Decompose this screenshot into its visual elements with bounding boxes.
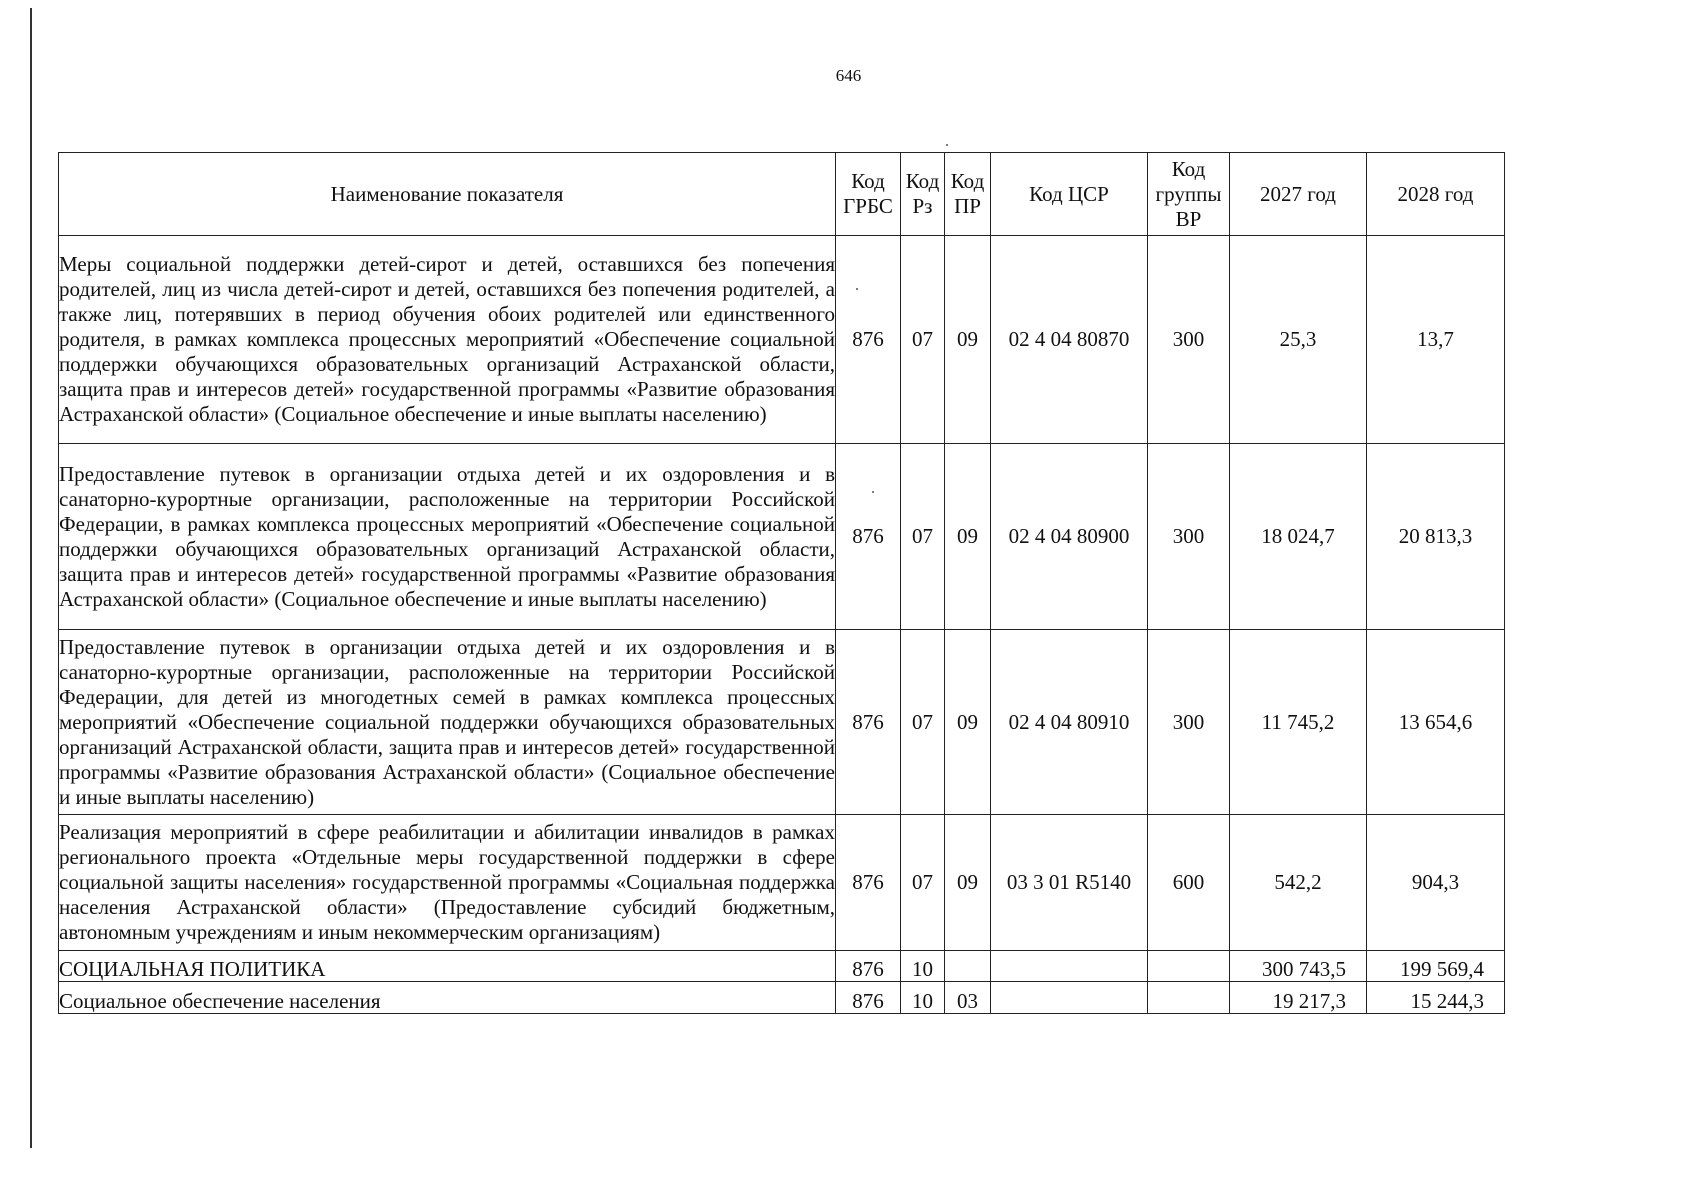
- row-pr: 09: [945, 815, 991, 951]
- row-amount-2027: 542,2: [1230, 815, 1367, 951]
- row-pr: 09: [945, 444, 991, 630]
- row-rz: 07: [901, 444, 945, 630]
- row-amount-2028: 15 244,3: [1367, 982, 1505, 1014]
- row-csr: [991, 982, 1148, 1014]
- row-rz: 07: [901, 630, 945, 815]
- table-row-section: [59, 982, 1505, 1014]
- row-pr: 09: [945, 630, 991, 815]
- row-vr: 300: [1148, 236, 1230, 444]
- row-name: Реализация мероприятий в сфере реабилитации и абилитации инвалидов в рамках регионального проекта «Отдельные меры государственной поддержки в сфере социальной защиты населения» государственной программы «Социальная поддержка населения Астраханской области» (Предоставление субсидий бюджетным, автономным учреждениям и иным некоммерческим организациям): [59, 815, 836, 951]
- row-rz: 10: [901, 982, 945, 1014]
- row-csr: 02 4 04 80910: [991, 630, 1148, 815]
- row-rz: 07: [901, 236, 945, 444]
- row-amount-2028: 904,3: [1367, 815, 1505, 951]
- row-amount-2028: 13,7: [1367, 236, 1505, 444]
- table-row: [59, 236, 1505, 444]
- row-amount-2028: 20 813,3: [1367, 444, 1505, 630]
- row-vr: [1148, 982, 1230, 1014]
- row-vr: 300: [1148, 444, 1230, 630]
- row-amount-2027: 25,3: [1230, 236, 1367, 444]
- row-name: СОЦИАЛЬНАЯ ПОЛИТИКА: [59, 951, 836, 982]
- row-rz: 07: [901, 815, 945, 951]
- row-grbs: 876: [836, 815, 901, 951]
- row-csr: 02 4 04 80870: [991, 236, 1148, 444]
- row-vr: 600: [1148, 815, 1230, 951]
- row-grbs: 876: [836, 982, 901, 1014]
- row-amount-2027: 19 217,3: [1230, 982, 1367, 1014]
- table-row: [59, 815, 1505, 951]
- col-header-rz: Код Рз: [901, 153, 945, 236]
- row-name: Предоставление путевок в организации отдыха детей и их оздоровления и в санаторно-курортные организации, расположенные на территории Российской Федерации, в рамках комплекса процессных мероприятий «Обеспечение социальной поддержки обучающихся образовательных организаций Астраханской области, защита прав и интересов детей» государственной программы «Развитие образования Астраханской области» (Социальное обеспечение и иные выплаты населению): [59, 444, 836, 630]
- page-number: 646: [835, 66, 862, 85]
- row-amount-2027: 11 745,2: [1230, 630, 1367, 815]
- row-pr: 03: [945, 982, 991, 1014]
- row-rz: 10: [901, 951, 945, 982]
- left-margin-rule: [30, 8, 32, 1148]
- row-pr: 09: [945, 236, 991, 444]
- col-header-name: Наименование показателя: [59, 153, 836, 236]
- row-name: Предоставление путевок в организации отдыха детей и их оздоровления и в санаторно-курортные организации, расположенные на территории Российской Федерации, для детей из многодетных семей в рамках комплекса процессных мероприятий «Обеспечение социальной поддержки обучающихся образовательных организаций Астраханской области, защита прав и интересов детей» государственной программы «Развитие образования Астраханской области» (Социальное обеспечение и иные выплаты населению): [59, 630, 836, 815]
- row-name: Социальное обеспечение населения: [59, 982, 836, 1014]
- col-header-csr: Код ЦСР: [991, 153, 1148, 236]
- row-pr: [945, 951, 991, 982]
- row-name: Меры социальной поддержки детей-сирот и детей, оставшихся без попечения родителей, лиц из числа детей-сирот и детей, оставшихся без попечения родителей, а также лиц, потерявших в период обучения обоих родителей или единственного родителя, в рамках комплекса процессных мероприятий «Обеспечение социальной поддержки обучающихся образовательных организаций Астраханской области, защита прав и интересов детей» государственной программы «Развитие образования Астраханской области» (Социальное обеспечение и иные выплаты населению): [59, 236, 836, 444]
- col-header-vr: Код группы ВР: [1148, 153, 1230, 236]
- row-amount-2027: 300 743,5: [1230, 951, 1367, 982]
- row-grbs: 876: [836, 951, 901, 982]
- row-amount-2028: 199 569,4: [1367, 951, 1505, 982]
- row-grbs: 876: [836, 444, 901, 630]
- row-csr: [991, 951, 1148, 982]
- row-csr: 02 4 04 80900: [991, 444, 1148, 630]
- row-amount-2027: 18 024,7: [1230, 444, 1367, 630]
- scan-speck: [946, 144, 948, 146]
- row-vr: 300: [1148, 630, 1230, 815]
- table-row: [59, 444, 1505, 630]
- budget-table: [58, 152, 1505, 1014]
- col-header-grbs: Код ГРБС: [836, 153, 901, 236]
- header-row: [59, 153, 1505, 236]
- table-row: [59, 630, 1505, 815]
- row-amount-2028: 13 654,6: [1367, 630, 1505, 815]
- col-header-pr: Код ПР: [945, 153, 991, 236]
- table-row-section: [59, 951, 1505, 982]
- row-csr: 03 3 01 R5140: [991, 815, 1148, 951]
- row-grbs: 876: [836, 236, 901, 444]
- col-header-2028: 2028 год: [1367, 153, 1505, 236]
- row-vr: [1148, 951, 1230, 982]
- row-grbs: 876: [836, 630, 901, 815]
- col-header-2027: 2027 год: [1230, 153, 1367, 236]
